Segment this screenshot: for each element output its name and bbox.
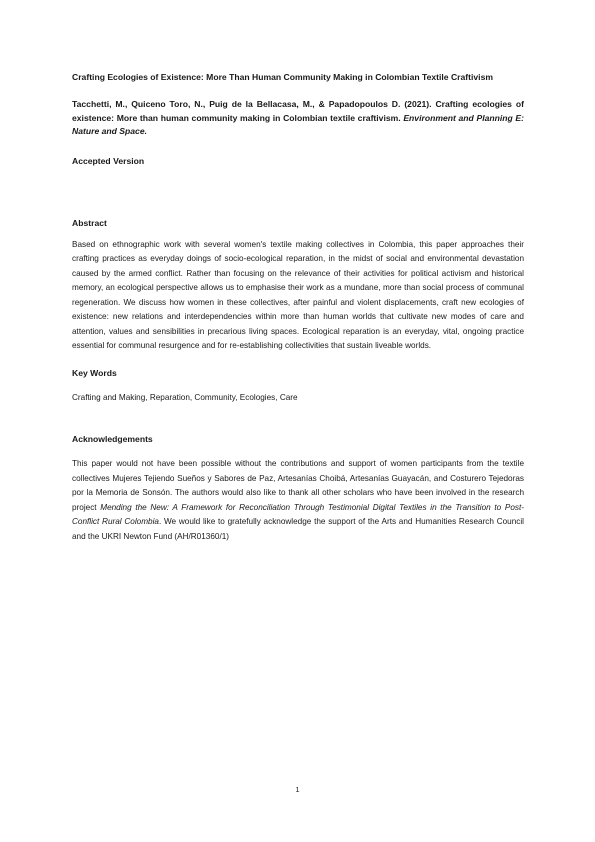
acknowledgements-heading: Acknowledgements [72, 434, 153, 444]
paper-title: Crafting Ecologies of Existence: More Than Human Community Making in Colombian Textile Craftivism [72, 72, 493, 82]
keywords-heading: Key Words [72, 367, 117, 378]
version-label: Accepted Version [72, 155, 145, 166]
page-number: 1 [295, 785, 300, 794]
acknowledgements-text-start: This paper would not have been possible without the contributions and support of women participants from the textile collectives Mujeres Tejiendo Sueños y Sabores de Paz, Artesanías Choibá, Artesanías Guayacán, and Costurero Tejedoras por la Memoria de Sonsón. The authors would also like to thank all other scholars who have been involved in the research project [72, 459, 524, 512]
abstract-heading: Abstract [72, 217, 107, 228]
keywords-text: Crafting and Making, Reparation, Community, Ecologies, Care [72, 392, 298, 402]
project-title: Mending the New: A Framework for Reconciliation Through Testimonial Digital Textiles in the Transition to Post-Conflict Rural Colombia [72, 502, 524, 526]
citation-journal: Environment and Planning E: Nature and Space. [72, 112, 525, 136]
abstract-text: Based on ethnographic work with several women's textile making collectives in Colombia, this paper approaches their crafting practices as everyday doings of socio-ecological reparation, in the midst of social and environmental devastation caused by the armed conflict. Rather than focusing on the relevance of their activities for political activism and historical memory, an ecological perspective allows us to emphasise their work as a mundane, more than social process of communal regeneration. We discuss how women in these collectives, after painful and violent displacements, craft new ecologies of existence: new relations and interdependencies within more than human worlds that cultivate new modes of care and attention, values and sensibilities in precarious living spaces. Ecological reparation is an everyday, vital, ongoing practice essential for communal resurgence and for re-establishing collectivities that sustain liveable worlds. [72, 239, 524, 350]
acknowledgements-text-end: . We would like to gratefully acknowledge the support of the Arts and Humanities Research Council and the UKRI Newton Fund (AH/R01360/1) [72, 517, 524, 541]
page-content [72, 71, 524, 544]
citation-authors: Tacchetti, M., Quiceno Toro, N., Puig de la Bellacasa, M., & Papadopoulos D. (2021). Crafting ecologies of existence: More than human community making in Colombian textile craftivism. [72, 99, 524, 123]
citation [72, 98, 524, 139]
acknowledgements-text [72, 457, 524, 544]
